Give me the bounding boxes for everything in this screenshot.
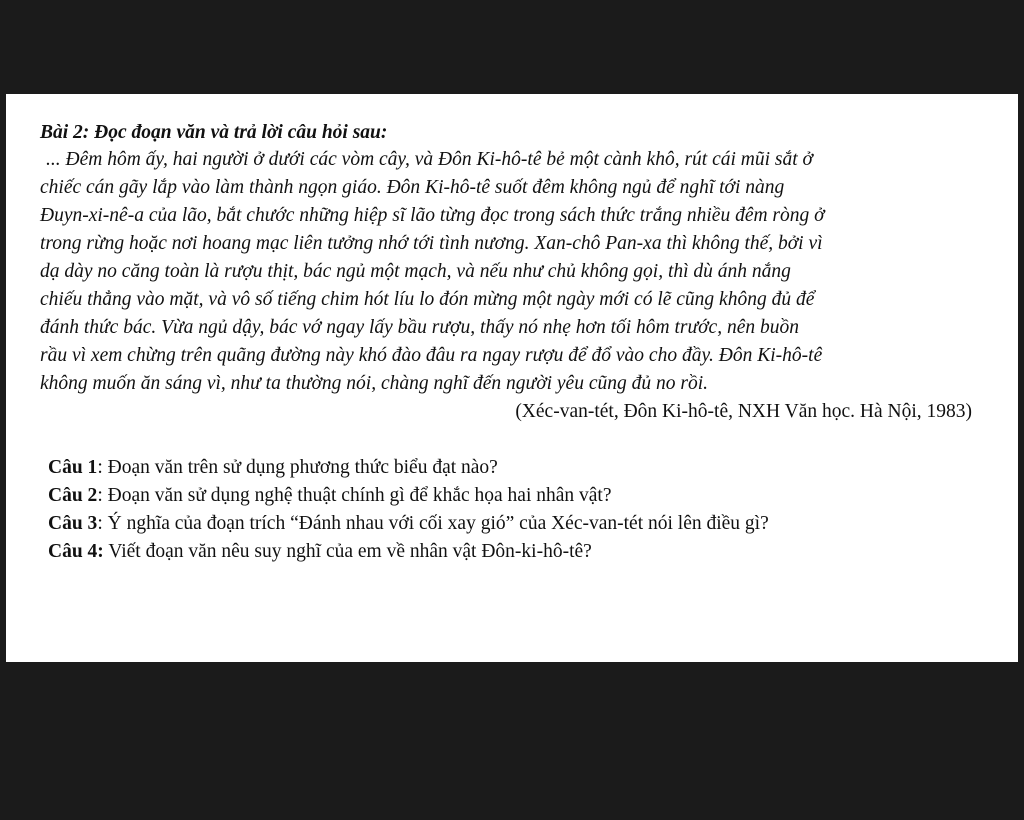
question-text: : Đoạn văn trên sử dụng phương thức biểu đạt nào? <box>97 457 498 478</box>
question-item <box>48 538 984 566</box>
passage-line: rầu vì xem chừng trên quãng đường này khó đào đâu ra ngay rượu để đổ vào cho đầy. Đôn Ki-hô-tê <box>40 345 823 366</box>
passage-line: ... Đêm hôm ấy, hai người ở dưới các vòm cây, và Đôn Ki-hô-tê bẻ một cành khô, rút cái mũi sắt ở <box>46 149 813 170</box>
question-item <box>48 454 984 482</box>
passage-line: trong rừng hoặc nơi hoang mạc liên tưởng nhớ tới tình nương. Xan-chô Pan-xa thì không thế, bởi vì <box>40 233 823 254</box>
passage-line: đánh thức bác. Vừa ngủ dậy, bác vớ ngay lấy bầu rượu, thấy nó nhẹ hơn tối hôm trước, nên buồn <box>40 317 799 338</box>
exercise-title: Bài 2: Đọc đoạn văn và trả lời câu hỏi sau: <box>40 122 388 143</box>
question-text: : Đoạn văn sử dụng nghệ thuật chính gì để khắc họa hai nhân vật? <box>97 485 612 506</box>
question-list <box>40 454 984 566</box>
question-label: Câu 3 <box>48 513 98 534</box>
passage-line: dạ dày no căng toàn là rượu thịt, bác ngủ một mạch, và nếu như chủ không gọi, thì dù ánh nắng <box>40 261 791 282</box>
question-label: Câu 2 <box>48 485 98 506</box>
passage-line: chiếu thẳng vào mặt, và vô số tiếng chim hót líu lo đón mừng một ngày mới có lẽ cũng không đủ để <box>40 289 815 310</box>
document-page <box>6 94 1018 662</box>
question-item <box>48 482 984 510</box>
passage-line: chiếc cán gãy lắp vào làm thành ngọn giáo. Đôn Ki-hô-tê suốt đêm không ngủ để nghĩ tới nàng <box>40 177 785 198</box>
question-text: Viết đoạn văn nêu suy nghĩ của em về nhân vật Đôn-ki-hô-tê? <box>103 541 592 562</box>
passage-line: không muốn ăn sáng vì, như ta thường nói, chàng nghĩ đến người yêu cũng đủ no rồi. <box>40 373 708 394</box>
question-text: : Ý nghĩa của đoạn trích “Đánh nhau với cối xay gió” của Xéc-van-tét nói lên điều gì? <box>97 513 769 534</box>
reading-passage <box>40 146 984 398</box>
question-label: Câu 4: <box>48 541 104 562</box>
question-item <box>48 510 984 538</box>
passage-source: (Xéc-van-tét, Đôn Ki-hô-tê, NXH Văn học. Hà Nội, 1983) <box>515 401 972 422</box>
passage-line: Đuyn-xi-nê-a của lão, bắt chước những hiệp sĩ lão từng đọc trong sách thức trắng nhiều đêm ròng ở <box>40 205 825 226</box>
question-label: Câu 1 <box>48 457 98 478</box>
